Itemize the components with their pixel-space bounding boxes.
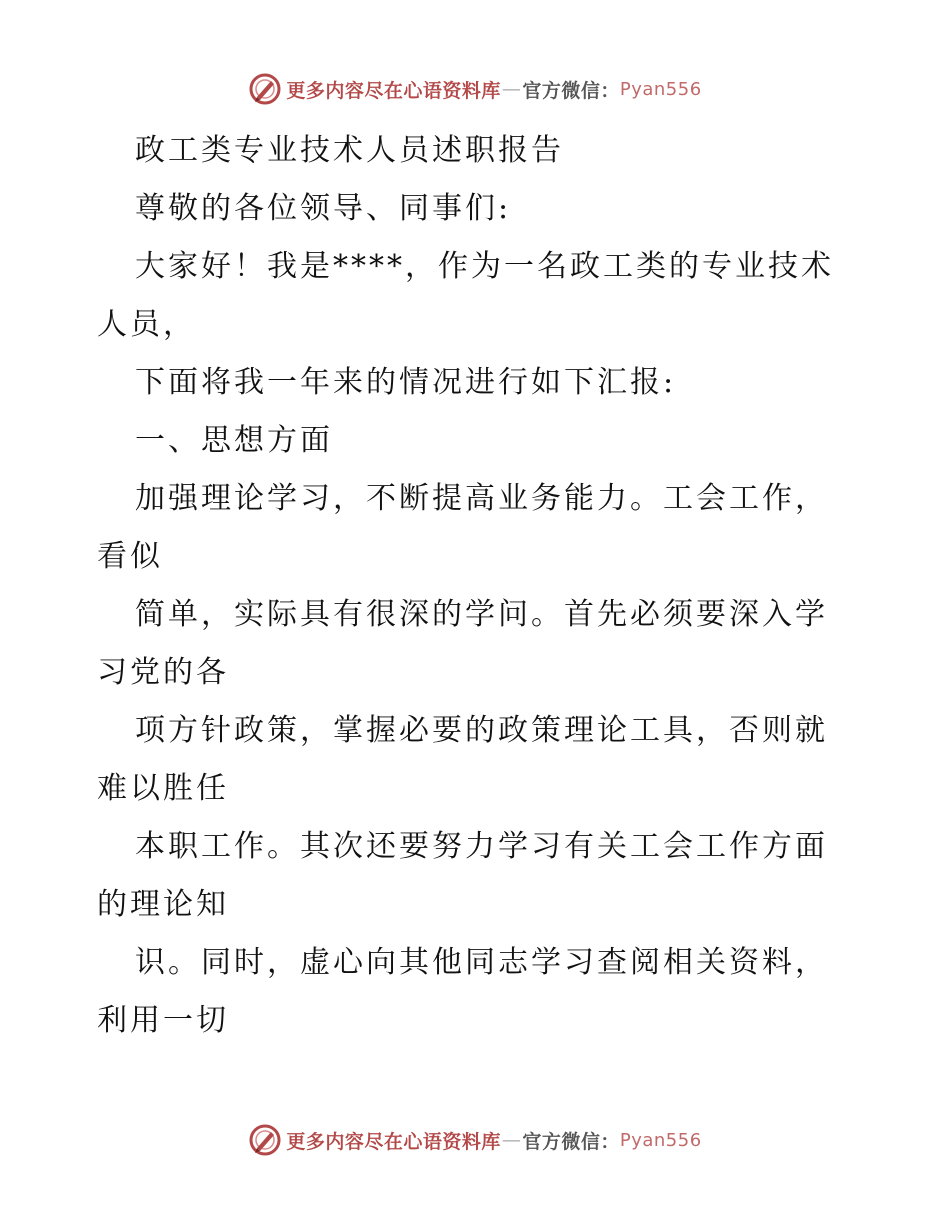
text-line: 习党的各 bbox=[97, 655, 229, 690]
pen-logo-icon bbox=[248, 72, 282, 106]
watermark-label: 官方微信： bbox=[522, 79, 620, 102]
text-line: 难以胜任 bbox=[97, 771, 229, 806]
footer-watermark bbox=[0, 1123, 950, 1157]
text-line: 下面将我一年来的情况进行如下汇报: bbox=[135, 365, 677, 400]
watermark-account: Pyan556 bbox=[619, 78, 702, 100]
text-line: 加强理论学习，不断提高业务能力。工会工作， bbox=[135, 481, 828, 516]
pen-logo-icon bbox=[248, 1123, 282, 1157]
text-line: 本职工作。其次还要努力学习有关工会工作方面 bbox=[135, 829, 828, 864]
text-line: 看似 bbox=[97, 539, 163, 574]
section-heading: 一、思想方面 bbox=[135, 423, 333, 458]
text-line: 简单，实际具有很深的学问。首先必须要深入学 bbox=[135, 597, 828, 632]
watermark-dash: — bbox=[501, 78, 522, 100]
watermark-main-text: 更多内容尽在心语资料库 bbox=[286, 1130, 501, 1153]
watermark-account: Pyan556 bbox=[619, 1129, 702, 1151]
watermark-main-text: 更多内容尽在心语资料库 bbox=[286, 79, 501, 102]
text-line: 人员， bbox=[97, 307, 196, 342]
text-line: 项方针政策，掌握必要的政策理论工具，否则就 bbox=[135, 713, 828, 748]
watermark-label: 官方微信： bbox=[522, 1130, 620, 1153]
document-body bbox=[97, 122, 857, 1050]
text-line: 大家好！我是****，作为一名政工类的专业技术 bbox=[135, 249, 834, 284]
salutation: 尊敬的各位领导、同事们: bbox=[135, 191, 512, 226]
document-title: 政工类专业技术人员述职报告 bbox=[135, 133, 564, 168]
text-line: 识。同时，虚心向其他同志学习查阅相关资料， bbox=[135, 945, 828, 980]
text-line: 的理论知 bbox=[97, 887, 229, 922]
text-line: 利用一切 bbox=[97, 1003, 229, 1038]
watermark-dash: — bbox=[501, 1129, 522, 1151]
header-watermark bbox=[0, 72, 950, 106]
